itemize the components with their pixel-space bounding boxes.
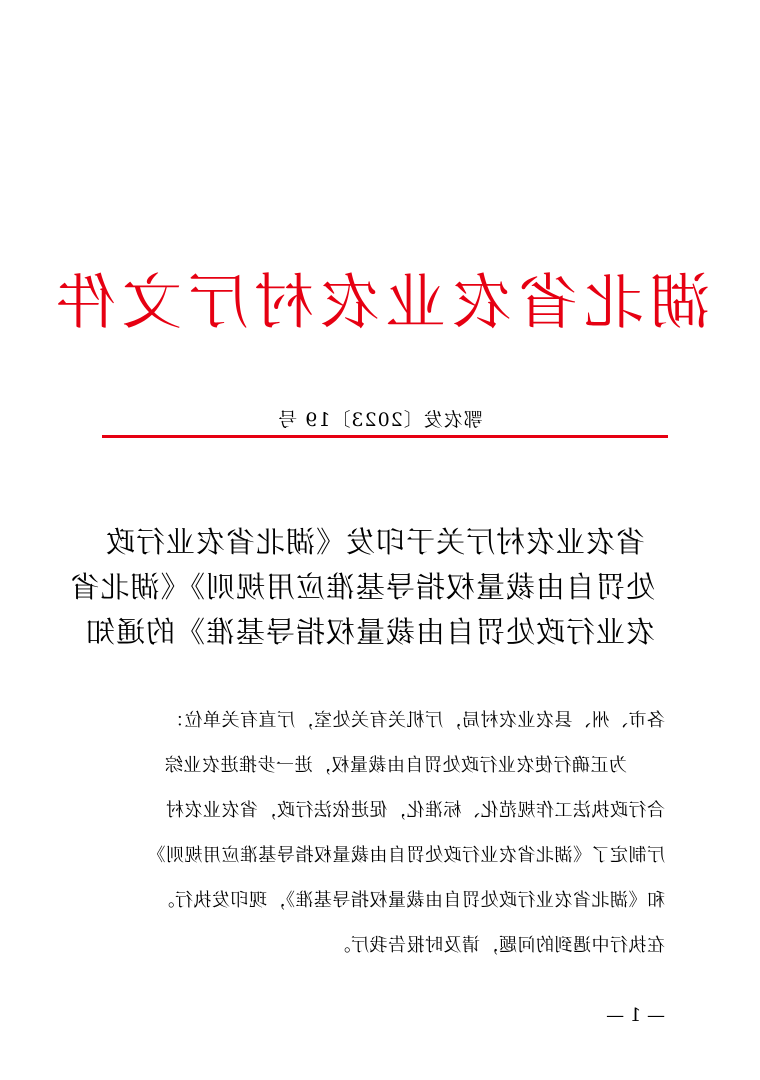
document-title-line: 处罚自由裁量权指导基准应用规则》《湖北省 bbox=[69, 570, 655, 604]
document-number: 鄂农发〔2023〕19 号 bbox=[277, 409, 483, 431]
body-line: 和《湖北省农业行政处罚自由裁量权指导基准》，现印发执行。 bbox=[156, 890, 665, 911]
document-title-line: 省农业农村厅关于印发《湖北省农业行政 bbox=[105, 525, 646, 559]
body-line: 厅制定了《湖北省农业行政处罚自由裁量权指导基准应用规则》 bbox=[147, 845, 665, 866]
body-line: 合行政执法工作规范化、标准化，促进依法行政，省农业农村 bbox=[165, 800, 665, 821]
salutation: 各市、州、县农业农村局，厅机关有关处室，厅直有关单位： bbox=[165, 710, 665, 731]
issuing-authority-title: 湖北省农业农村厅文件 bbox=[50, 268, 710, 338]
document-title bbox=[69, 520, 655, 655]
red-divider-line bbox=[102, 435, 668, 438]
page-number: — 1 — bbox=[606, 1005, 665, 1026]
document-title-line: 农业行政处罚自由裁量权指导基准》的通知 bbox=[84, 615, 655, 649]
document-body bbox=[90, 698, 665, 968]
body-line: 在执行中遇到的问题，请及时报告我厅。 bbox=[332, 935, 665, 956]
body-line: 为正确行使农业行政处罚自由裁量权，进一步推进农业综 bbox=[164, 755, 627, 776]
